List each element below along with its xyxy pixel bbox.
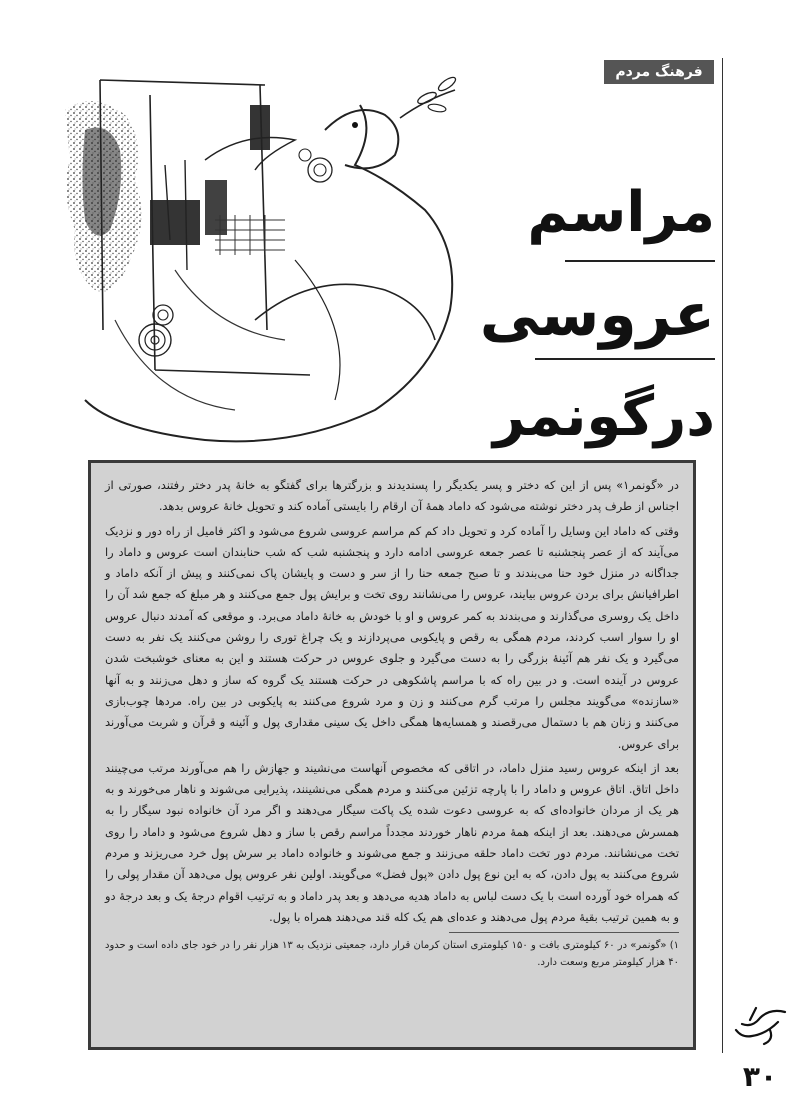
title-rule-2 [535, 358, 715, 360]
paragraph-3: بعد از اینکه عروس رسید منزل داماد، در اتاقی که مخصوص آنهاست می‌نشیند و جهازش را هم می‌آورند مرتب می‌چینند داخل اتاق. اتاق عروس و داماد را با پارچه تزئین می‌کنند و مردم همگی می‌نشینند، پذیرایی می‌شوند و ناهار می‌خورند و به هر یک از مردان خانواده‌ای که به عروسی دعوت شده یک پاکت سیگار می‌دهند و اگر مرد آن خانواده نبود سیگار را به همسرش می‌دهند. بعد از اینکه همهٔ مردم ناهار خوردند مجدداً مراسم رقص با ساز و دهل شروع می‌شود و داماد را روی تخت می‌نشانند. مردم دور تخت داماد حلقه می‌زنند و جمع می‌شوند و خانواده داماد بر سرش پول خرد می‌ریزند و مردم شروع می‌کنند به پول دادن، که به این نوع پول دادن «پول فضل» می‌گویند. اولین نفر عروس پول می‌دهد آن مقدار پولی را که همراه خود آورده است با یک دست لباس به داماد هدیه می‌دهد و بعد پدر داماد و به ترتیب اقوام درجهٔ یک و بعد درجهٔ دو و به همین ترتیب بقیهٔ مردم پول می‌دهند و عده‌ای هم یک کله قند می‌دهند همراه با پول. [105, 760, 679, 924]
vertical-rule [722, 58, 723, 1053]
section-tab: فرهنگ مردم [604, 60, 714, 84]
paragraph-1: در «گونمر١» پس از این که دختر و پسر یکدیگر را پسندیدند و بزرگترها برای گفتگو به خانهٔ پدر دختر رفتند، صورتی از اجناس از طرف پدر دختر نوشته می‌شود که داماد همهٔ آن ارقام را بایستی آماده کند و تحویل خانهٔ عروس بدهد. [105, 478, 679, 514]
footnote: ١) «گونمر» در ۶۰ کیلومتری بافت و ۱۵۰ کیلومتری استان کرمان قرار دارد، جمعیتی نزدیک به ۱۳ هزار نفر را در خود جای داده است و حدود ۴۰ هزار کیلومتر مربع وسعت دارد. [105, 940, 680, 969]
article-body [88, 460, 696, 1050]
footnote-rule [449, 932, 679, 933]
title-line-3: درگونمر [492, 384, 715, 449]
title-line-2: عروسی [479, 280, 715, 350]
kerman-calligraphy-logo-icon [730, 1000, 790, 1050]
page-number: ۳۰ [742, 1060, 778, 1093]
bird-sketch-illustration [55, 70, 475, 455]
title-line-1: مراسم [527, 180, 715, 245]
paragraph-2: وقتی که داماد این وسایل را آماده کرد و تحویل داد کم کم مراسم عروسی شروع می‌شود و اکثر فامیل از راه دور و نزدیک می‌آیند که از عصر پنجشنبه تا عصر جمعه عروسی ادامه دارد و پنجشنبه شب که شب حنابندان است عروس و داماد را جداگانه در منزل خود حنا می‌بندند و تا صبح جمعه حنا را از سر و دست و پایشان پاک نمی‌کنند و پیش از آنکه داماد و اطرافیانش برای بردن عروس بیایند، عروس را می‌نشانند روی تخت و برایش پول جمع می‌کنند و هر مبلغ که جمع شد آن را داخل یک روسری می‌گذارند و می‌بندند به کمر عروس و او با خودش به خانهٔ داماد می‌برد. و موقعی که آمدند دنبال عروس او را سوار اسب کردند، مردم همگی به رقص و پایکوبی می‌پردازند و یک چراغ توری را روشن می‌کنند یک نفر به دست می‌گیرد و یک نفر هم آئینهٔ بزرگی را به دست می‌گیرد و جلوی عروس در حرکت هستند و این به معنای خوشبخت شدن عروس در آینده است. و در بین راه که با مراسم پاشکوهی در حرکت هستند یک گروه که ساز و دهل می‌زنند و به آنها «سازنده» می‌گویند مجلس را مرتب گرم می‌کنند و زن و مرد شروع می‌کنند به پایکوبی در بین راه. مردها چوب‌بازی می‌کنند و زنان هم با دستمال می‌رقصند و همسایه‌ها همگی داخل یک سینی مقداری پول و آئینه و قرآن و شربت می‌آورند برای عروس. [105, 523, 679, 751]
title-rule-1 [565, 260, 715, 262]
